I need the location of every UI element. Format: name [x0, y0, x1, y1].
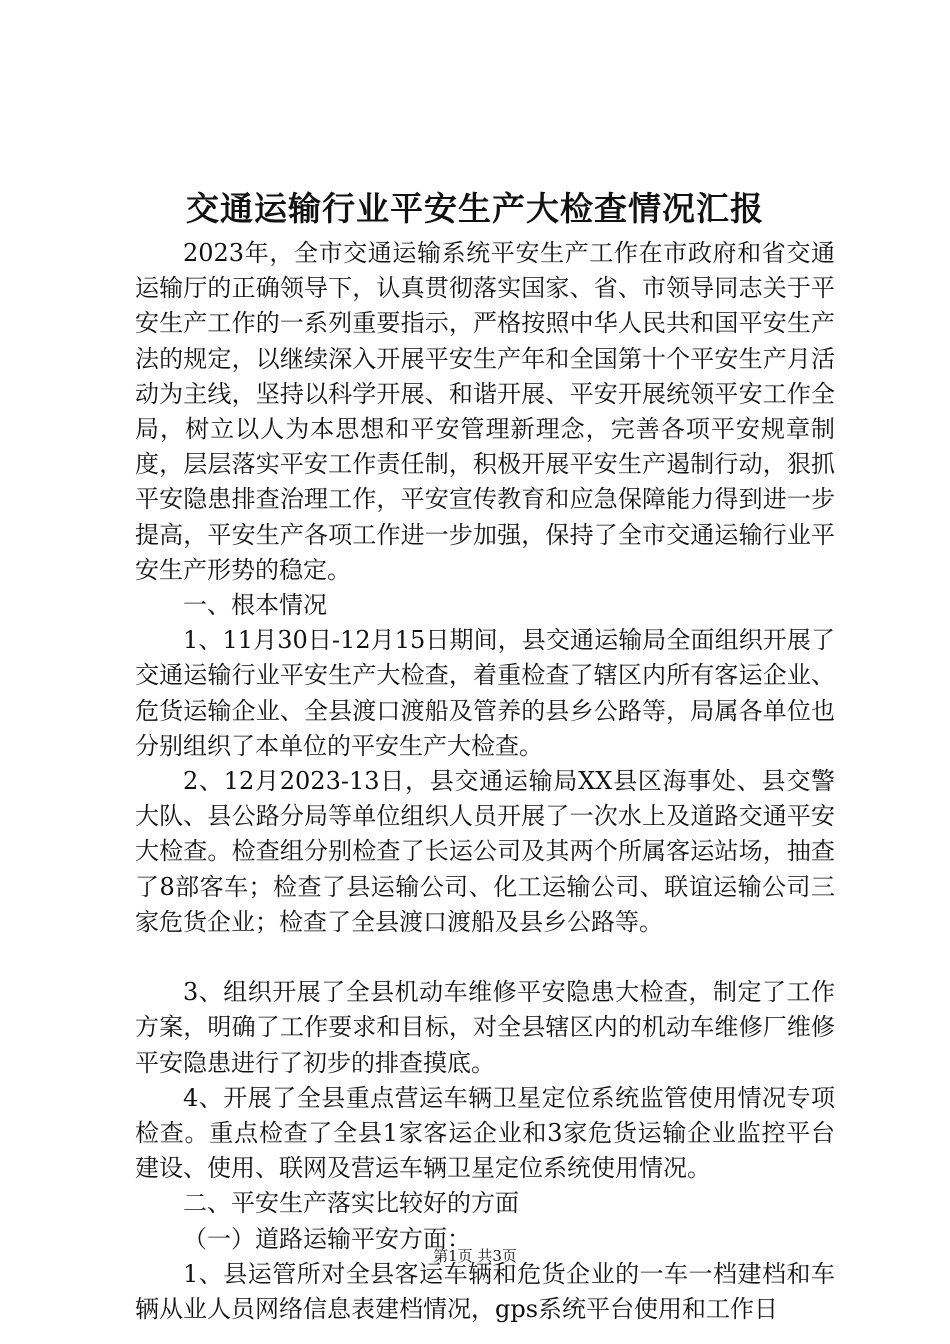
- page-footer: 第1页 共3页: [433, 1247, 517, 1265]
- paragraph-item-1: 1、11月30日-12月15日期间，县交通运输局全面组织开展了交通运输行业平安生产大检查，着重检查了辖区内所有客运企业、危货运输企业、全县渡口渡船及管养的县乡公路等，局属各单位也分别组织了本单位的平安生产大检查。: [135, 626, 835, 760]
- section-heading-basic: 一、根本情况: [183, 591, 327, 620]
- document-title: 交通运输行业平安生产大检查情况汇报: [186, 189, 764, 228]
- paragraph-item-4: 4、开展了全县重点营运车辆卫星定位系统监管使用情况专项检查。重点检查了全县1家客运企业和3家危货运输企业监控平台建设、使用、联网及营运车辆卫星定位系统使用情况。: [135, 1083, 835, 1183]
- paragraph-item-2: 2、12月2023-13日，县交通运输局XX县区海事处、县交警大队、县公路分局等单位组织人员开展了一次水上及道路交通平安大检查。检查组分别检查了长运公司及其两个所属客运站场，抽查了8部客车；检查了县运输公司、化工运输公司、联谊运输公司三家危货企业；检查了全县渡口渡船及县乡公路等。: [135, 767, 835, 936]
- paragraph-intro: 2023年，全市交通运输系统平安生产工作在市政府和省交通运输厅的正确领导下，认真贯彻落实国家、省、市领导同志关于平安生产工作的一系列重要指示，严格按照中华人民共和国平安生产法的规定，以继续深入开展平安生产年和全国第十个平安生产月活动为主线，坚持以科学开展、和谐开展、平安开展统领平安工作全局，树立以人为本思想和平安管理新理念，完善各项平安规章制度，层层落实平安工作责任制，积极开展平安生产遏制行动，狠抓平安隐患排查治理工作，平安宣传教育和应急保障能力得到进一步提高，平安生产各项工作进一步加强，保持了全市交通运输行业平安生产形势的稳定。: [135, 239, 835, 584]
- subsection-heading-road-transport: （一）道路运输平安方面：: [183, 1224, 471, 1253]
- paragraph-road-item-1: 1、县运管所对全县客运车辆和危货企业的一车一档建档和车辆从业人员网络信息表建档情况，gps系统平台使用和工作日: [135, 1259, 835, 1324]
- paragraph-item-3: 3、组织开展了全县机动车维修平安隐患大检查，制定了工作方案，明确了工作要求和目标，对全县辖区内的机动车维修厂维修平安隐患进行了初步的排查摸底。: [135, 978, 835, 1077]
- section-heading-good-aspects: 二、平安生产落实比较好的方面: [183, 1189, 519, 1218]
- document-body: [135, 236, 835, 1327]
